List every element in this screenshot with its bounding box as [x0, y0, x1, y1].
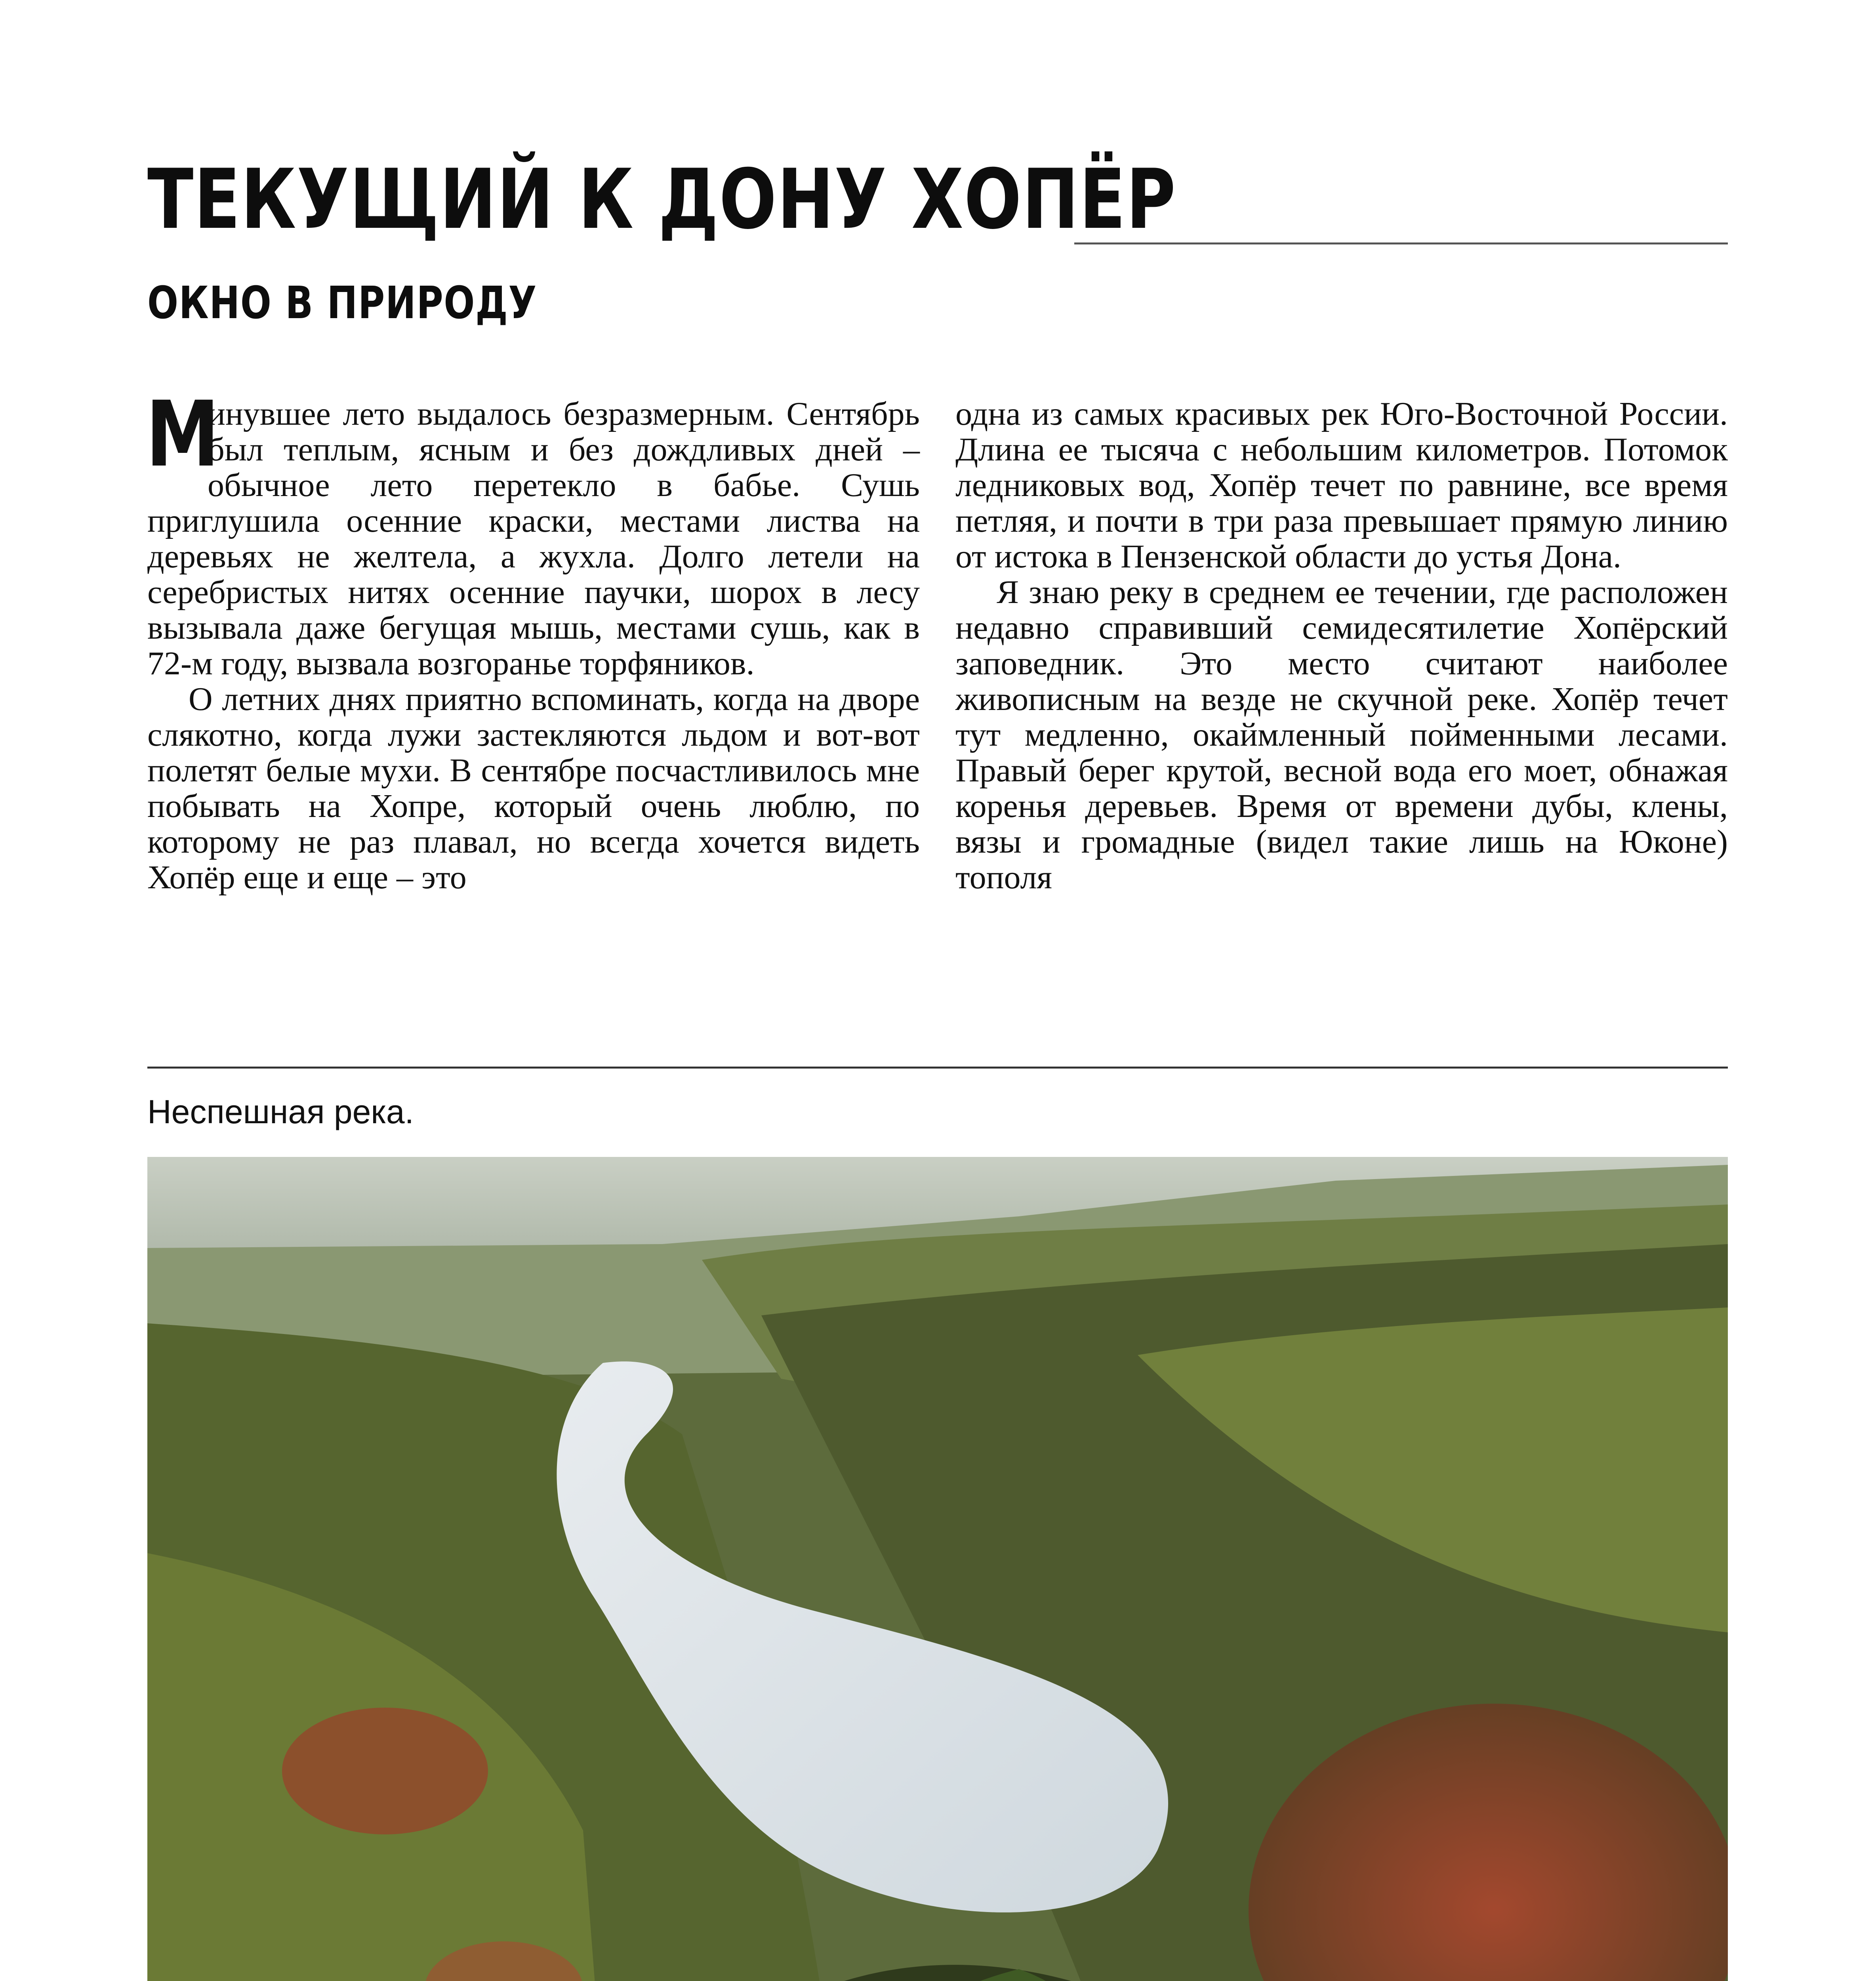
paragraph: одна из самых красивых рек Юго-Восточной России. Длина ее тысяча с небольшим километров. Потомок ледниковых вод, Хопёр течет по равнине, все время петляя, и почти в три раза превышает прямую линию от истока в Пензенской области до устья Дона.	[955, 395, 1728, 575]
river-landscape-image	[147, 1157, 1728, 1981]
drop-cap: М	[146, 382, 220, 487]
article-header	[147, 152, 1728, 329]
article-title: ТЕКУЩИЙ К ДОНУ ХОПЁР	[147, 152, 1176, 248]
article-body	[146, 382, 1728, 1058]
paragraph: О летних днях приятно вспоминать, когда на дворе слякотно, когда лужи застекляются льдом и вот-вот полетят белые мухи. В сентябре посчастливилось мне побывать на Хопре, который очень люблю, по которому не раз плавал, но всегда хочется видеть Хопёр еще и еще – это	[147, 681, 920, 896]
column-left	[146, 382, 920, 1058]
text-bottom-rule	[147, 1067, 1728, 1069]
column-right	[955, 396, 1728, 1058]
article-subtitle: ОКНО В ПРИРОДУ	[147, 277, 538, 329]
title-rule	[1074, 242, 1728, 244]
paragraph: М инувшее лето выдалось безразмерным. Сентябрь был теплым, ясным и без дождливых дней – обычное лето перетекло в бабье. Сушь приглушила осенние краски, местами листва на деревьях не желтела, а жухла. Долго летели на серебристых нитях осенние паучки, шорох в лесу вызывала даже бегущая мышь, местами сушь, как в 72-м году, вызвала возгоранье торфяников.	[146, 382, 920, 682]
paragraph: Я знаю реку в среднем ее течении, где расположен недавно справивший семидесятилетие Хопёрский заповедник. Это место считают наиболее живописным на везде не скучной реке. Хопёр течет тут медленно, окаймленный пойменными лесами. Правый берег крутой, весной вода его моет, обнажая коренья деревьев. Время от времени дубы, клены, вязы и громадные (видел такие лишь на Юконе) тополя	[955, 574, 1728, 896]
photo-caption: Неспешная река.	[147, 1093, 414, 1130]
river-photo	[147, 1157, 1728, 1981]
